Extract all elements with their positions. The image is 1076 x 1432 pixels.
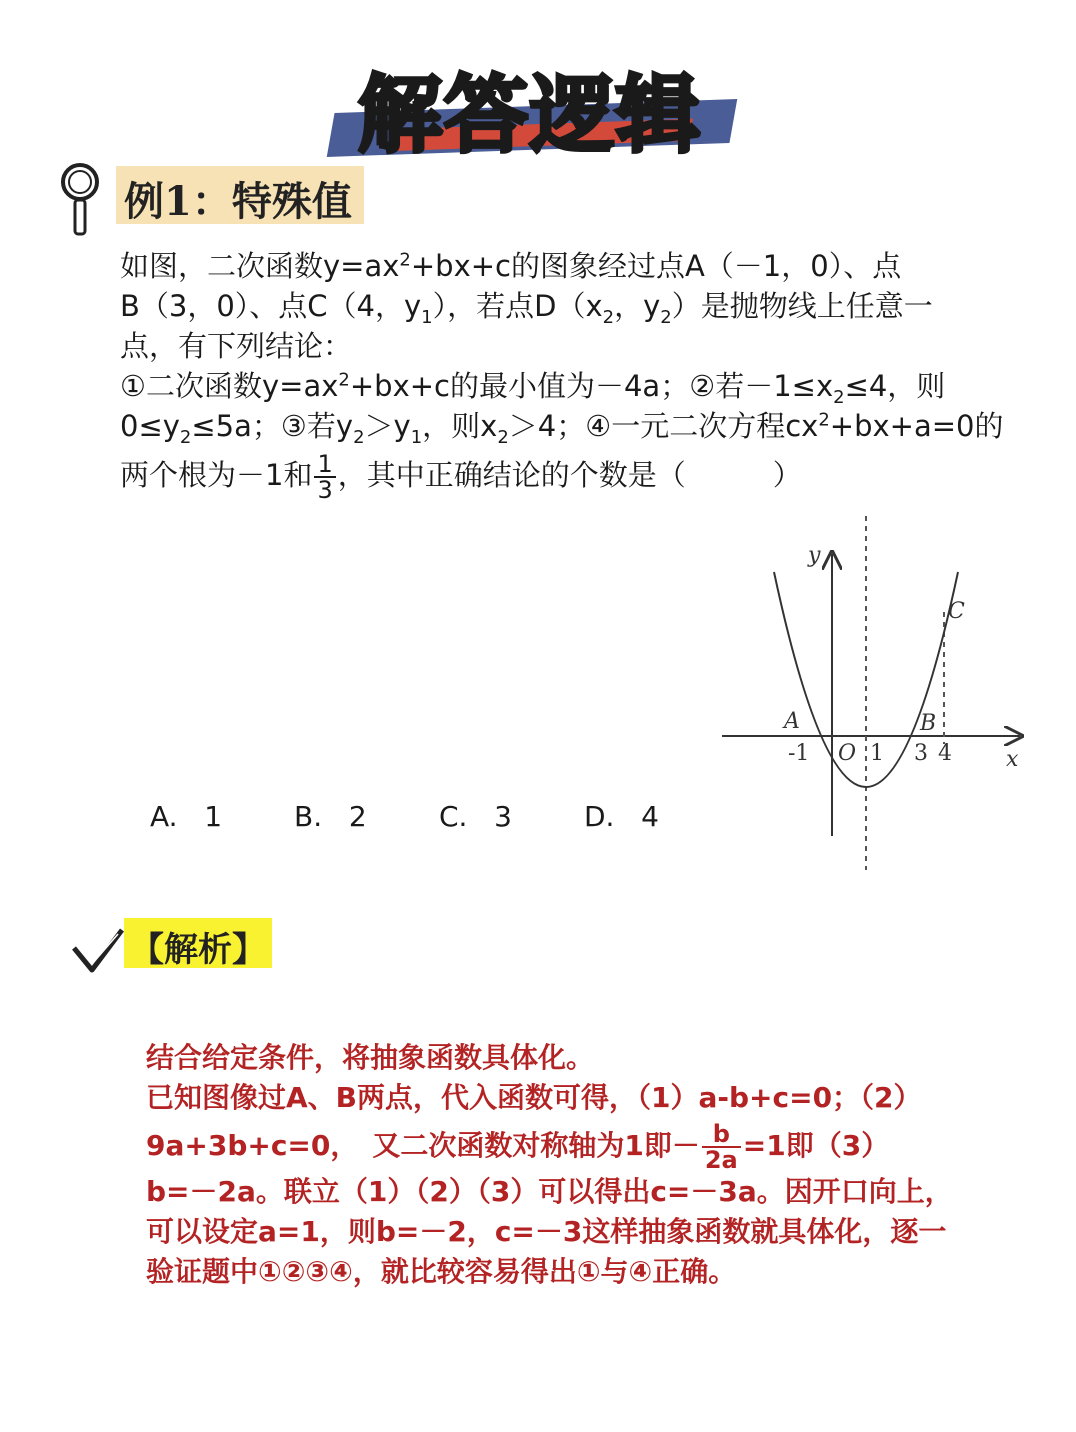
text: 两个根为－1和 bbox=[120, 458, 313, 492]
analysis-line-1: 结合给定条件，将抽象函数具体化。 bbox=[146, 1041, 595, 1074]
answer-options bbox=[150, 800, 710, 840]
analysis-line-6: 验证题中①②③④，就比较容易得出①与④正确。 bbox=[146, 1255, 737, 1288]
text: +bx+a=0的 bbox=[829, 409, 1004, 443]
text: 0≤y bbox=[120, 409, 180, 443]
tick-3: 3 bbox=[914, 741, 928, 766]
sup: 2 bbox=[818, 409, 830, 431]
text: ①二次函数y=ax bbox=[120, 369, 339, 403]
sup: 2 bbox=[399, 249, 411, 271]
checkmark-icon bbox=[70, 918, 126, 978]
text: 如图，二次函数y=ax bbox=[120, 249, 400, 283]
option-value: 4 bbox=[641, 800, 659, 833]
sub: 2 bbox=[353, 426, 365, 448]
analysis-line-5: 可以设定a=1，则b=－2，c=－3这样抽象函数就具体化，逐一 bbox=[146, 1215, 947, 1248]
fraction-one-third bbox=[314, 452, 335, 502]
text: =1即（3） bbox=[742, 1129, 890, 1162]
problem-line-5 bbox=[120, 406, 1020, 446]
text: +bx+c的最小值为－4a；②若－1≤x bbox=[349, 369, 834, 403]
option-value: 1 bbox=[204, 800, 223, 833]
option-value: 3 bbox=[494, 800, 512, 833]
fraction-b-over-2a bbox=[702, 1122, 741, 1172]
option-c[interactable] bbox=[439, 800, 512, 833]
text: +bx+c的图象经过点A（－1，0）、点 bbox=[410, 249, 902, 283]
analysis-text bbox=[146, 1038, 1026, 1292]
text: ≤5a；③若y bbox=[191, 409, 354, 443]
text: ，其中正确结论的个数是（ ） bbox=[337, 458, 802, 492]
point-a-label: A bbox=[784, 709, 800, 734]
option-letter: A. bbox=[150, 800, 178, 833]
analysis-line-4: b=－2a。联立（1）（2）（3）可以得出c=－3a。因开口向上， bbox=[146, 1175, 953, 1208]
option-b[interactable] bbox=[294, 800, 367, 833]
problem-statement bbox=[120, 246, 1020, 502]
text: ＞y bbox=[364, 409, 411, 443]
denominator: 2a bbox=[704, 1146, 738, 1174]
option-d[interactable] bbox=[584, 800, 659, 833]
page-title: 解答逻辑 bbox=[357, 66, 702, 164]
axis-label-x: x bbox=[1006, 747, 1019, 772]
sub: 1 bbox=[421, 306, 433, 328]
tick-neg1: -1 bbox=[788, 741, 810, 766]
option-a[interactable] bbox=[150, 800, 222, 833]
denominator: 3 bbox=[317, 476, 333, 504]
axis-label-y: y bbox=[808, 543, 821, 568]
point-b-label: B bbox=[920, 711, 937, 736]
analysis-label bbox=[124, 918, 272, 968]
text: ，则x bbox=[422, 409, 498, 443]
option-letter: C. bbox=[439, 800, 468, 833]
sub: 2 bbox=[602, 306, 615, 328]
analysis-line-3 bbox=[146, 1122, 1026, 1172]
title-banner bbox=[330, 48, 750, 164]
problem-line-4 bbox=[120, 366, 1020, 406]
problem-line-3: 点，有下列结论： bbox=[120, 329, 353, 363]
text: ＞4；④一元二次方程cx bbox=[508, 409, 819, 443]
numerator: b bbox=[702, 1122, 741, 1148]
example-label-text: 例1：特殊值 bbox=[124, 178, 352, 225]
magnifier-icon bbox=[58, 160, 106, 238]
origin-label: O bbox=[838, 741, 857, 766]
analysis-label-text: 【解析】 bbox=[130, 930, 266, 970]
tick-4: 4 bbox=[938, 741, 952, 766]
example-label bbox=[116, 166, 364, 224]
text: ，y bbox=[614, 289, 661, 323]
text: ），若点D（x bbox=[432, 289, 603, 323]
option-value: 2 bbox=[348, 800, 367, 833]
problem-line-6 bbox=[120, 452, 1020, 502]
sub: 1 bbox=[410, 426, 423, 448]
parabola-graph bbox=[718, 512, 1038, 872]
numerator: 1 bbox=[314, 452, 335, 478]
text: 9a+3b+c=0， 又二次函数对称轴为1即－ bbox=[146, 1129, 700, 1162]
text: ）是抛物线上任意一 bbox=[671, 289, 933, 323]
sup: 2 bbox=[338, 369, 350, 391]
point-c-label: C bbox=[948, 599, 965, 624]
problem-line-2 bbox=[120, 286, 1020, 326]
sub: 2 bbox=[179, 426, 192, 448]
text: B（3，0）、点C（4，y bbox=[120, 289, 422, 323]
option-letter: D. bbox=[584, 800, 615, 833]
sub: 2 bbox=[497, 426, 509, 448]
tick-1: 1 bbox=[870, 741, 884, 766]
problem-line-1 bbox=[120, 246, 1020, 286]
option-letter: B. bbox=[294, 800, 323, 833]
analysis-line-2: 已知图像过A、B两点，代入函数可得，（1）a-b+c=0；（2） bbox=[146, 1081, 922, 1114]
text: ≤4，则 bbox=[844, 369, 946, 403]
sub: 2 bbox=[660, 306, 672, 328]
sub: 2 bbox=[833, 386, 845, 408]
